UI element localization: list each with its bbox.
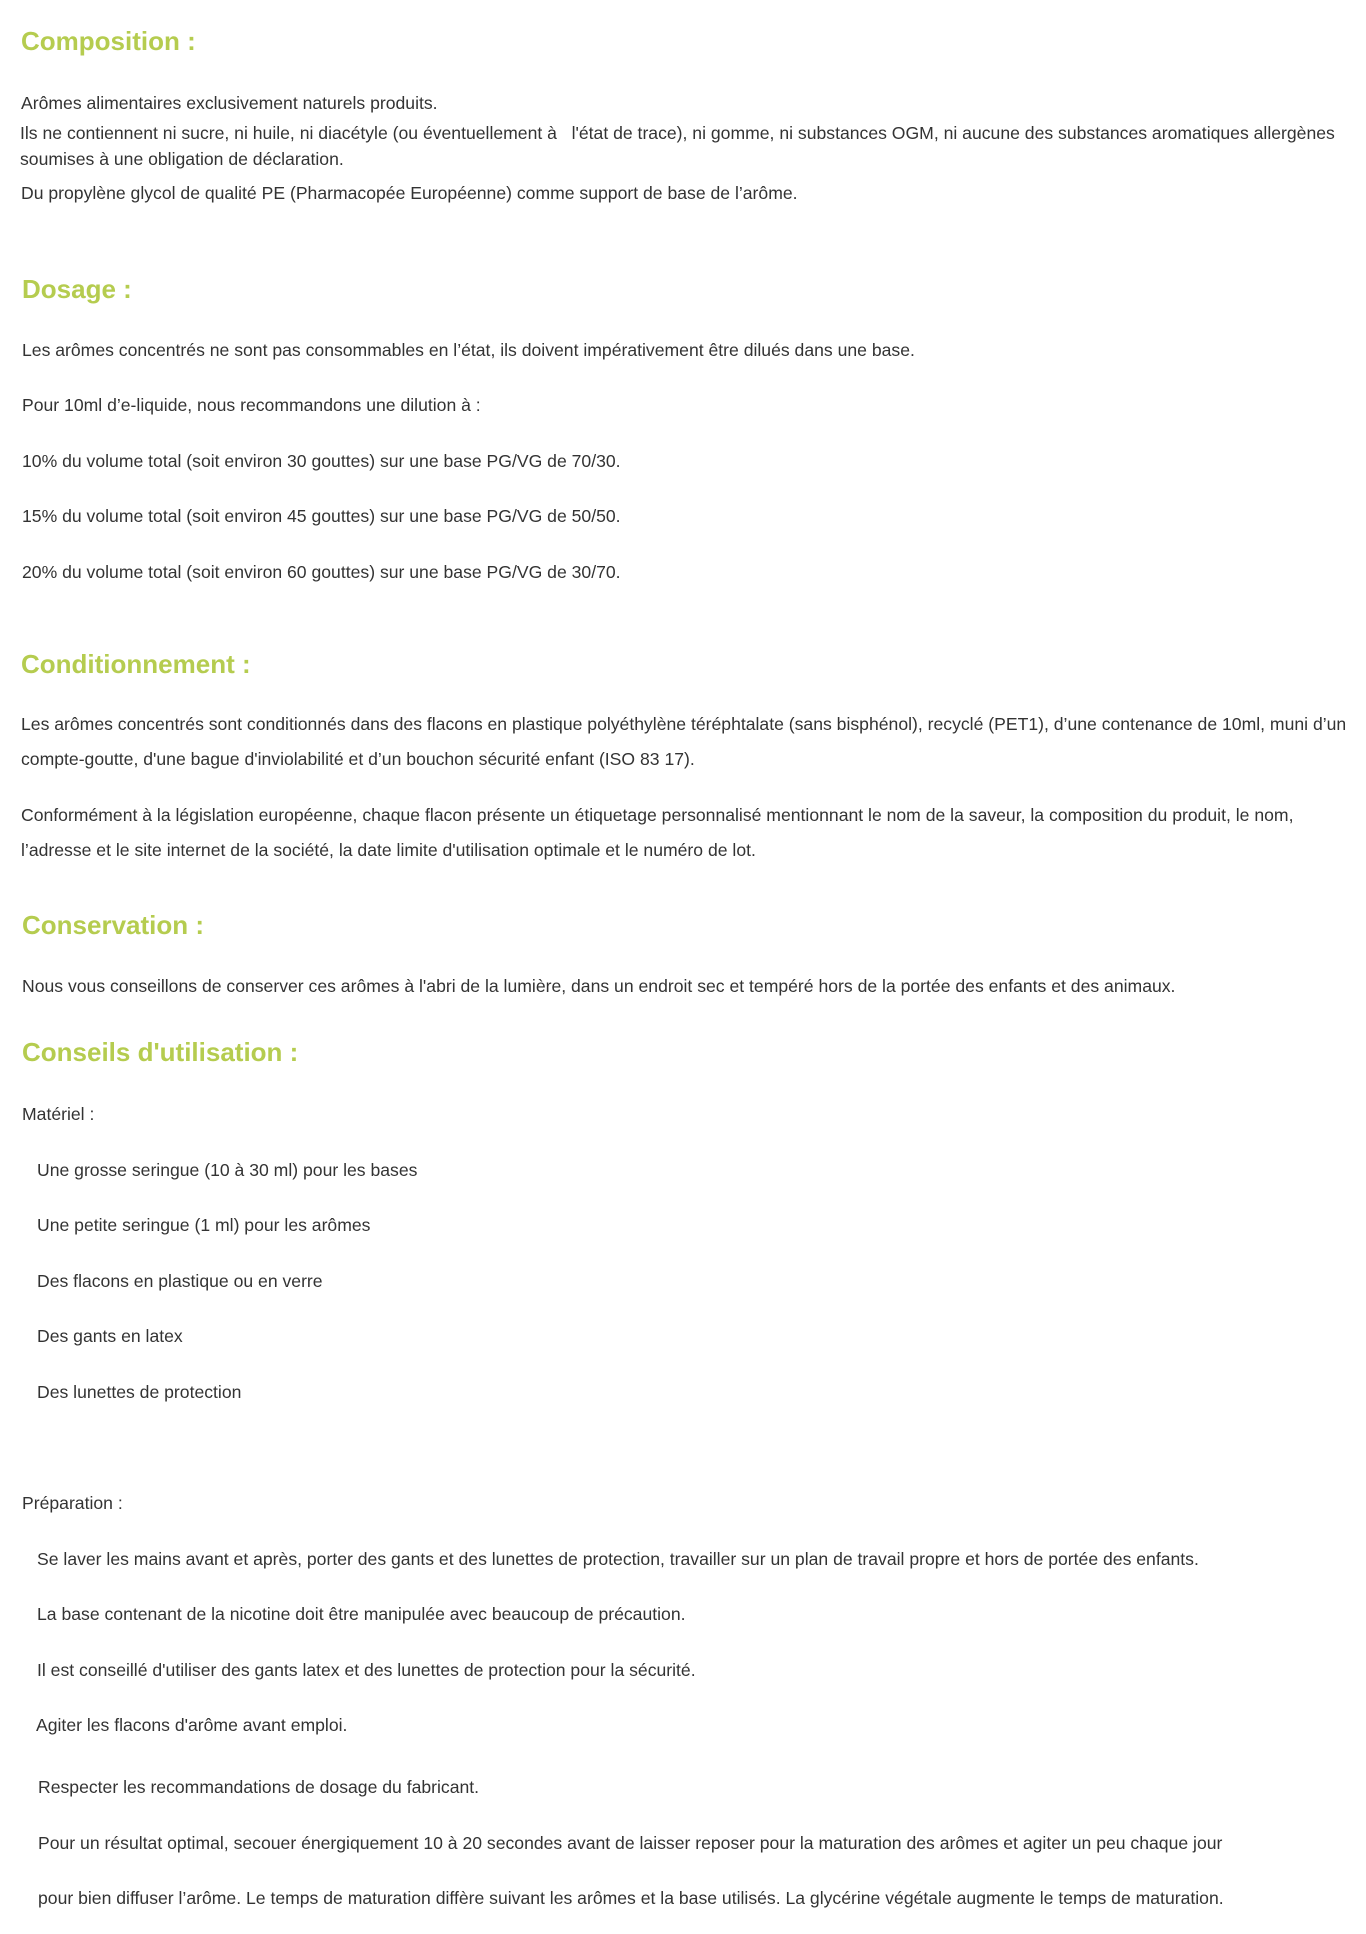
composition-text-3: Du propylène glycol de qualité PE (Pharmacopée Européenne) comme support de base de l’arôme. xyxy=(21,183,798,203)
dosage-heading: Dosage : xyxy=(22,274,132,304)
preparation-item: pour bien diffuser l’arôme. Le temps de maturation diffère suivant les arômes et la base utilisés. La glycérine végétale augmente le temps de maturation. xyxy=(38,1888,1224,1908)
dosage-text-4: 15% du volume total (soit environ 45 gouttes) sur une base PG/VG de 50/50. xyxy=(22,506,621,526)
materiel-item: Une grosse seringue (10 à 30 ml) pour les bases xyxy=(37,1160,418,1180)
conditionnement-text-1-line-2: compte-goutte, d'une bague d'inviolabilité et d’un bouchon sécurité enfant (ISO 83 17). xyxy=(21,749,695,769)
conditionnement-text-2-line-2: l’adresse et le site internet de la société, la date limite d'utilisation optimale et le numéro de lot. xyxy=(21,840,756,860)
materiel-label: Matériel : xyxy=(22,1104,95,1124)
preparation-label: Préparation : xyxy=(22,1493,123,1513)
conservation-text-1: Nous vous conseillons de conserver ces arômes à l'abri de la lumière, dans un endroit sec et tempéré hors de la portée des enfants et des animaux. xyxy=(22,976,1176,996)
composition-text-2-line-1: Ils ne contiennent ni sucre, ni huile, ni diacétyle (ou éventuellement à l'état de trace), ni gomme, ni substances OGM, ni aucune des substances aromatiques allergènes xyxy=(20,123,1335,143)
materiel-item: Une petite seringue (1 ml) pour les arômes xyxy=(37,1215,371,1235)
preparation-item: Il est conseillé d'utiliser des gants latex et des lunettes de protection pour la sécurité. xyxy=(37,1660,696,1680)
dosage-text-5: 20% du volume total (soit environ 60 gouttes) sur une base PG/VG de 30/70. xyxy=(22,562,621,582)
composition-heading: Composition : xyxy=(21,26,196,56)
materiel-item: Des flacons en plastique ou en verre xyxy=(37,1271,323,1291)
materiel-item: Des lunettes de protection xyxy=(37,1382,242,1402)
materiel-item: Des gants en latex xyxy=(37,1326,183,1346)
dosage-text-3: 10% du volume total (soit environ 30 gouttes) sur une base PG/VG de 70/30. xyxy=(22,451,621,471)
dosage-text-1: Les arômes concentrés ne sont pas consommables en l’état, ils doivent impérativement être dilués dans une base. xyxy=(22,340,915,360)
conditionnement-heading: Conditionnement : xyxy=(21,649,251,679)
conditionnement-text-1-line-1: Les arômes concentrés sont conditionnés dans des flacons en plastique polyéthylène téréphtalate (sans bisphénol), recyclé (PET1), d’une contenance de 10ml, muni d’un xyxy=(21,714,1347,734)
preparation-item: Pour un résultat optimal, secouer énergiquement 10 à 20 secondes avant de laisser reposer pour la maturation des arômes et agiter un peu chaque jour xyxy=(38,1833,1223,1853)
preparation-item: Agiter les flacons d'arôme avant emploi. xyxy=(36,1715,348,1735)
composition-text-2-line-2: soumises à une obligation de déclaration. xyxy=(20,149,344,169)
composition-text-1: Arômes alimentaires exclusivement naturels produits. xyxy=(21,93,438,113)
preparation-item: La base contenant de la nicotine doit être manipulée avec beaucoup de précaution. xyxy=(37,1604,686,1624)
conseils-heading: Conseils d'utilisation : xyxy=(22,1037,299,1067)
preparation-item: Se laver les mains avant et après, porter des gants et des lunettes de protection, travailler sur un plan de travail propre et hors de portée des enfants. xyxy=(37,1549,1199,1569)
preparation-item: Respecter les recommandations de dosage du fabricant. xyxy=(38,1777,480,1797)
conditionnement-text-2-line-1: Conformément à la législation européenne, chaque flacon présente un étiquetage personnalisé mentionnant le nom de la saveur, la composition du produit, le nom, xyxy=(21,805,1294,825)
conservation-heading: Conservation : xyxy=(22,910,205,940)
dosage-text-2: Pour 10ml d’e-liquide, nous recommandons une dilution à : xyxy=(22,395,481,415)
